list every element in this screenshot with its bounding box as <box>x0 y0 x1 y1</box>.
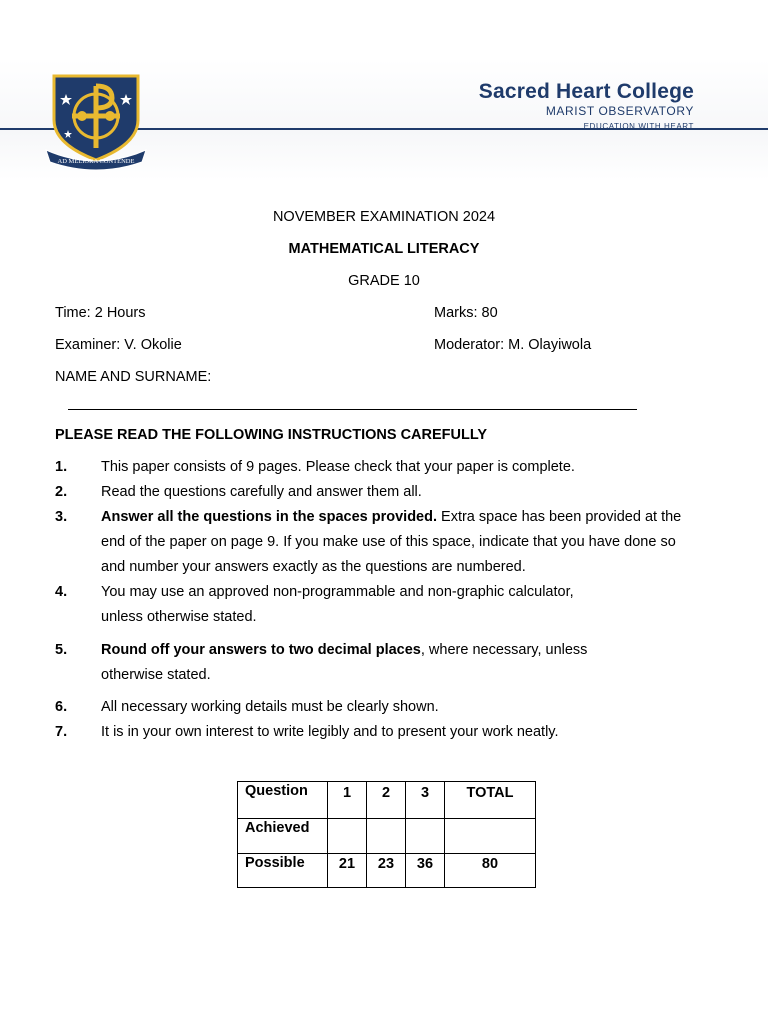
instruction-text-line: You may use an approved non-programmable and non-graphic calculator, <box>101 584 574 600</box>
achieved-q1-cell[interactable] <box>328 819 367 854</box>
instructions-heading: PLEASE READ THE FOLLOWING INSTRUCTIONS CAREFULLY <box>55 427 488 443</box>
instruction-item <box>55 455 715 480</box>
possible-q3: 36 <box>406 854 445 888</box>
instruction-emphasis: Round off your answers to two decimal places <box>101 642 421 658</box>
header-question: Question <box>238 782 328 819</box>
name-surname-label: NAME AND SURNAME: <box>55 369 212 385</box>
header-q3: 3 <box>406 782 445 819</box>
instruction-item <box>55 505 703 580</box>
table-row-achieved <box>238 819 536 854</box>
moderator: Moderator: M. Olayiwola <box>434 337 592 353</box>
instruction-item <box>55 480 715 505</box>
instruction-text: It is in your own interest to write legibly and to present your work neatly. <box>101 724 559 740</box>
instruction-number: 4. <box>55 584 68 600</box>
exam-grade: GRADE 10 <box>348 273 420 289</box>
exam-marks: Marks: 80 <box>434 305 498 321</box>
school-brand <box>479 80 694 132</box>
instruction-number: 1. <box>55 459 68 475</box>
instruction-text <box>101 505 703 580</box>
instruction-text: All necessary working details must be clearly shown. <box>101 699 439 715</box>
instruction-item <box>55 638 635 688</box>
achieved-total-cell[interactable] <box>445 819 536 854</box>
school-name: Sacred Heart College <box>478 80 694 103</box>
name-surname-line[interactable] <box>68 409 637 410</box>
instruction-number: 5. <box>55 642 68 658</box>
possible-label: Possible <box>238 854 328 888</box>
table-row-possible <box>238 854 536 888</box>
instruction-text-line: unless otherwise stated. <box>101 609 257 625</box>
possible-q1: 21 <box>328 854 367 888</box>
achieved-q2-cell[interactable] <box>367 819 406 854</box>
exam-time: Time: 2 Hours <box>55 305 146 321</box>
header-total: TOTAL <box>445 782 536 819</box>
instruction-number: 3. <box>55 509 68 525</box>
achieved-label: Achieved <box>238 819 328 854</box>
instruction-item <box>55 720 715 745</box>
exam-session: NOVEMBER EXAMINATION 2024 <box>272 209 496 225</box>
instruction-rest: , where necessary, unless otherwise stated. <box>101 642 588 683</box>
examiner: Examiner: V. Okolie <box>55 337 182 353</box>
school-crest-icon <box>42 72 150 172</box>
table-row-header <box>238 782 536 819</box>
instruction-item <box>55 695 715 720</box>
instruction-text: This paper consists of 9 pages. Please check that your paper is complete. <box>101 459 575 475</box>
exam-subject: MATHEMATICAL LITERACY <box>288 241 480 257</box>
achieved-q3-cell[interactable] <box>406 819 445 854</box>
instruction-text <box>101 638 635 688</box>
instruction-rest: Extra space has been provided at the end of the paper on page 9. If you make use of this space, indicate that you have done so and number your answers exactly as the questions are numbered. <box>101 509 682 575</box>
school-subtitle: MARIST OBSERVATORY <box>545 104 694 118</box>
header-q1: 1 <box>328 782 367 819</box>
header-q2: 2 <box>367 782 406 819</box>
crest-motto: AD MELIORA CONTENDE <box>57 158 135 165</box>
instruction-text: Read the questions carefully and answer them all. <box>101 484 422 500</box>
marks-table <box>237 781 536 888</box>
possible-q2: 23 <box>367 854 406 888</box>
instruction-number: 6. <box>55 699 68 715</box>
instruction-number: 7. <box>55 724 68 740</box>
possible-total: 80 <box>445 854 536 888</box>
instruction-emphasis: Answer all the questions in the spaces provided. <box>101 509 437 525</box>
school-tagline: EDUCATION WITH HEART <box>583 122 694 131</box>
instruction-number: 2. <box>55 484 68 500</box>
instruction-item <box>55 580 715 630</box>
